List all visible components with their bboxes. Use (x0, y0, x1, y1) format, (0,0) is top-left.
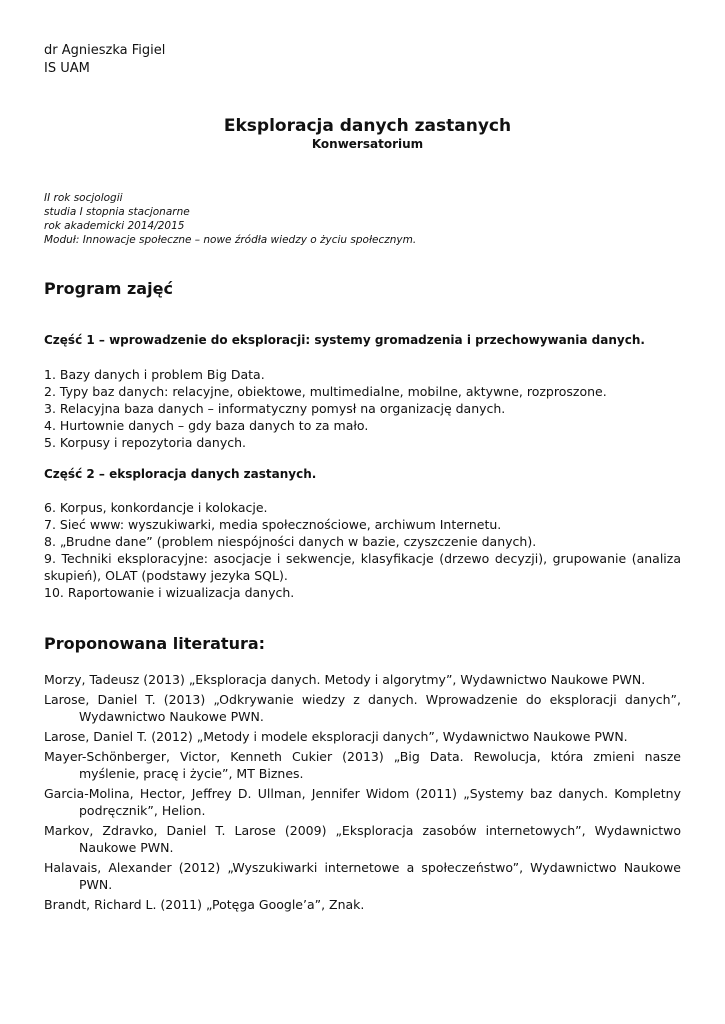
list-item: 7. Sieć www: wyszukiwarki, media społecznościowe, archiwum Internetu. (44, 517, 502, 532)
list-item: 2. Typy baz danych: relacyjne, obiektowe, multimedialne, mobilne, aktywne, rozproszone. (44, 384, 607, 399)
reference-item: Larose, Daniel T. (2012) „Metody i modele eksploracji danych”, Wydawnictwo Naukowe PWN. (44, 729, 628, 744)
author-block (44, 42, 681, 78)
meta-line: Moduł: Innowacje społeczne – nowe źródła wiedzy o życiu społecznym. (44, 234, 417, 246)
reference-item: Larose, Daniel T. (2013) „Odkrywanie wiedzy z danych. Wprowadzenie do eksploracji danych”, Wydawnictwo Naukowe PWN. (44, 692, 681, 724)
list-item: 5. Korpusy i repozytoria danych. (44, 435, 247, 450)
reference-item: Brandt, Richard L. (2011) „Potęga Google’a”, Znak. (44, 897, 365, 912)
document-title: Eksploracja danych zastanych (223, 116, 512, 136)
reference-item: Garcia-Molina, Hector, Jeffrey D. Ullman, Jennifer Widom (2011) „Systemy baz danych. Kompletny podręcznik”, Helion. (44, 786, 681, 818)
meta-line: studia I stopnia stacjonarne (44, 206, 190, 218)
list-item: 3. Relacyjna baza danych – informatyczny pomysł na organizację danych. (44, 401, 506, 416)
part1-heading: Część 1 – wprowadzenie do eksploracji: systemy gromadzenia i przechowywania danych. (44, 333, 645, 347)
course-meta (44, 191, 681, 247)
reference-item: Morzy, Tadeusz (2013) „Eksploracja danych. Metody i algorytmy”, Wydawnictwo Naukowe PWN. (44, 672, 646, 687)
literature-heading: Proponowana literatura: (44, 634, 266, 653)
part2-heading: Część 2 – eksploracja danych zastanych. (44, 467, 317, 481)
list-item: 8. „Brudne dane” (problem niespójności danych w bazie, czyszczenie danych). (44, 534, 537, 549)
literature-list (44, 671, 681, 913)
meta-line: rok akademicki 2014/2015 (44, 220, 185, 232)
list-item: 10. Raportowanie i wizualizacja danych. (44, 585, 295, 600)
reference-item: Markov, Zdravko, Daniel T. Larose (2009) „Eksploracja zasobów internetowych”, Wydawnictwo Naukowe PWN. (44, 823, 681, 855)
document-subtitle: Konwersatorium (311, 137, 424, 151)
list-item: 9. Techniki eksploracyjne: asocjacje i sekwencje, klasyfikacje (drzewo decyzji), grupowanie (analiza skupień), OLAT (podstawy jezyka SQL). (44, 551, 681, 583)
list-item: 6. Korpus, konkordancje i kolokacje. (44, 500, 268, 515)
list-item: 4. Hurtownie danych – gdy baza danych to za mało. (44, 418, 369, 433)
program-heading: Program zajęć (44, 279, 173, 298)
reference-item: Mayer-Schönberger, Victor, Kenneth Cukier (2013) „Big Data. Rewolucja, która zmieni nasze myślenie, pracę i życie”, MT Biznes. (44, 749, 681, 781)
meta-line: II rok socjologii (44, 192, 123, 204)
part1-list (44, 366, 681, 451)
list-item: 1. Bazy danych i problem Big Data. (44, 367, 265, 382)
author-name: dr Agnieszka Figiel (44, 43, 166, 58)
reference-item: Halavais, Alexander (2012) „Wyszukiwarki internetowe a społeczeństwo”, Wydawnictwo Naukowe PWN. (44, 860, 681, 892)
institute-name: IS UAM (44, 61, 90, 76)
part2-list (44, 499, 681, 601)
document-page (44, 42, 681, 916)
